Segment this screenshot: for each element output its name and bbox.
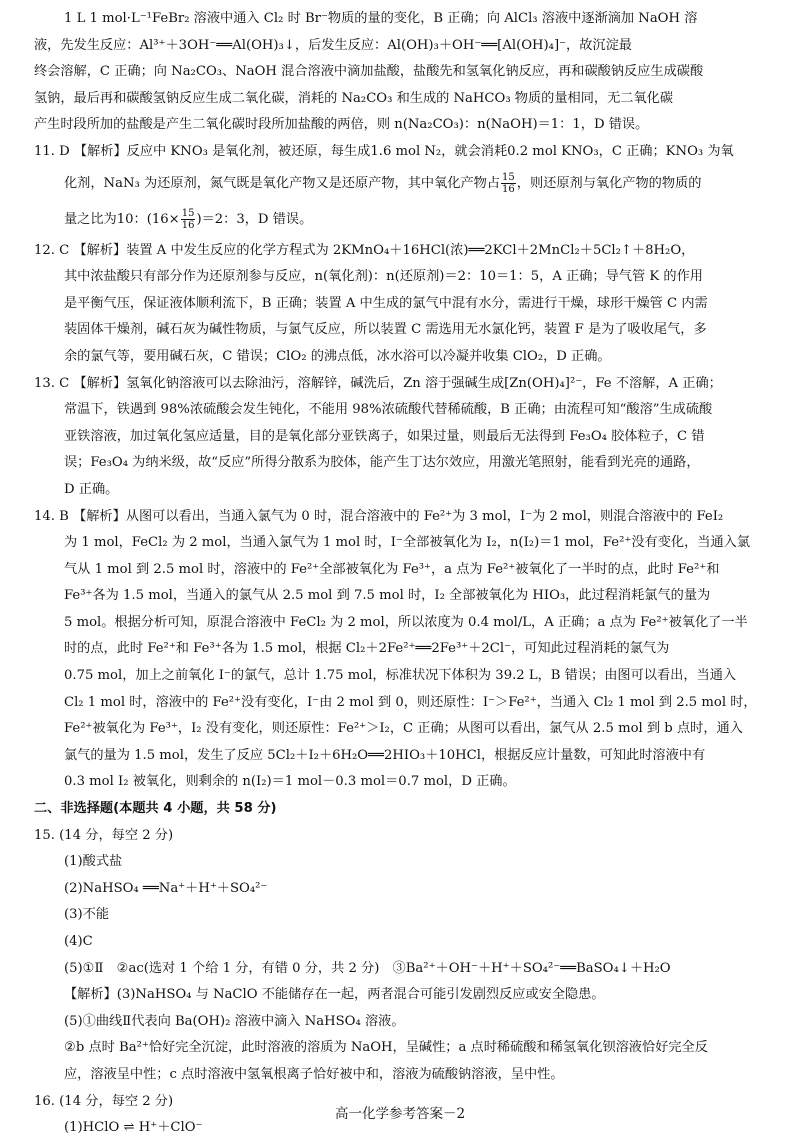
q12-line-1: 12. C 【解析】装置 A 中发生反应的化学方程式为 2KMnO₄＋16HCl(浓)══2KCl＋2MnCl₂＋5Cl₂↑＋8H₂O，: [34, 242, 695, 258]
q10-line-2: 液，先发生反应：Al³⁺＋3OH⁻══Al(OH)₃↓，后发生反应：Al(OH)₃＋OH⁻══[Al(OH)₄]⁻，故沉淀最: [34, 37, 632, 53]
q15-explanation-2: (5)①曲线Ⅱ代表向 Ba(OH)₂ 溶液中滴入 NaHSO₄ 溶液。: [64, 1013, 405, 1029]
q15-answer-5: (5)①Ⅱ ②ac(选对 1 个给 1 分，有错 0 分，共 2 分) ③Ba²⁺＋OH⁻＋H⁺＋SO₄²⁻══BaSO₄↓＋H₂O: [64, 960, 671, 976]
q11-line-1: 11. D 【解析】反应中 KNO₃ 是氧化剂，被还原，每生成1.6 mol N₂，就会消耗0.2 mol KNO₃，C 正确；KNO₃ 为氧: [34, 143, 734, 159]
fraction-denominator: 16: [502, 183, 515, 195]
q14-line-2: 为 1 mol，FeCl₂ 为 2 mol，当通入氯气为 1 mol 时，I⁻全部被氧化为 I₂，n(I₂)＝1 mol，Fe²⁺没有变化，当通入氯: [64, 535, 751, 551]
q15-answer-3: (3)不能: [64, 907, 110, 923]
q14-line-9: Fe²⁺被氧化为 Fe³⁺，I₂ 没有变化，则还原性：Fe²⁺＞I₂，C 正确；从图可以看出，氯气从 2.5 mol 到 b 点时，通入: [64, 721, 743, 737]
q15-explanation-3: ②b 点时 Ba²⁺恰好完全沉淀，此时溶液的溶质为 NaOH，呈碱性；a 点时稀硫酸和稀氢氧化钡溶液恰好完全反: [64, 1040, 708, 1056]
q16-heading: 16. (14 分，每空 2 分): [34, 1093, 174, 1109]
q14-line-1: 14. B 【解析】从图可以看出，当通入氯气为 0 时，混合溶液中的 Fe²⁺为 3 mol，I⁻为 2 mol，则混合溶液中的 FeI₂: [34, 508, 724, 524]
section-heading-nonchoice: 二、非选择题(本题共 4 小题，共 58 分): [34, 801, 277, 817]
answer-page: [34, 6, 772, 1142]
q15-answer-2: (2)NaHSO₄ ══Na⁺＋H⁺＋SO₄²⁻: [64, 880, 268, 896]
q13-line-1: 13. C 【解析】氢氧化钠溶液可以去除油污，溶解锌，碱洗后，Zn 溶于强碱生成[Zn(OH)₄]²⁻，Fe 不溶解，A 正确；: [34, 375, 722, 391]
q14-line-8: Cl₂ 1 mol 时，溶液中的 Fe²⁺没有变化，I⁻由 2 mol 到 0，则还原性：I⁻＞Fe²⁺，当通入 Cl₂ 1 mol 到 2.5 mol 时，: [64, 694, 757, 710]
q12-line-3: 是平衡气压，保证液体顺利流下，B 正确；装置 A 中生成的氯气中混有水分，需进行干燥，球形干燥管 C 内需: [64, 295, 708, 311]
q10-line-5: 产生时段所加的盐酸是产生二氧化碳时段所加盐酸的两倍，则 n(Na₂CO₃)：n(NaOH)＝1：1，D 错误。: [34, 117, 649, 133]
q14-line-7: 0.75 mol，加上之前氧化 I⁻的氯气，总计 1.75 mol，标准状况下体积为 39.2 L，B 错误；由图可以看出，当通入: [64, 668, 737, 684]
q14-line-10: 氯气的量为 1.5 mol，发生了反应 5Cl₂＋I₂＋6H₂O══2HIO₃＋10HCl，根据反应计量数，可知此时溶液中有: [64, 747, 706, 763]
q13-line-5: D 正确。: [64, 481, 119, 497]
q15-heading: 15. (14 分，每空 2 分): [34, 827, 174, 843]
q12-line-2: 其中浓盐酸只有部分作为还原剂参与反应，n(氧化剂)：n(还原剂)＝2：10＝1：5，A 正确；导气管 K 的作用: [64, 269, 703, 285]
q11-line-3-text: 量之比为10：(16×: [64, 211, 180, 227]
q13-line-2: 常温下，铁遇到 98%浓硫酸会发生钝化，不能用 98%浓硫酸代替稀硫酸，B 正确；由流程可知“酸溶”生成硫酸: [64, 402, 713, 418]
fraction-denominator-b: 16: [181, 219, 195, 231]
q11-line-2-text: 化剂，NaN₃ 为还原剂，氮气既是氧化产物又是还原产物，其中氧化产物占: [64, 175, 501, 191]
q15-answer-1: (1)酸式盐: [64, 854, 123, 870]
q14-line-6: 时的点，此时 Fe²⁺和 Fe³⁺各为 1.5 mol，根据 Cl₂＋2Fe²⁺══2Fe³⁺＋2Cl⁻，可知此过程消耗的氯气为: [64, 641, 670, 657]
q11-line-3: [34, 202, 772, 238]
q14-line-3: 气从 1 mol 到 2.5 mol 时，溶液中的 Fe²⁺全部被氧化为 Fe³⁺，a 点为 Fe²⁺被氧化了一半时的点，此时 Fe²⁺和: [64, 561, 720, 577]
q10-line-3: 终会溶解，C 正确；向 Na₂CO₃、NaOH 混合溶液中滴加盐酸，盐酸先和氢氧化钠反应，再和碳酸钠反应生成碳酸: [34, 64, 704, 80]
q12-line-5: 余的氯气等，要用碱石灰，C 错误；ClO₂ 的沸点低，冰水浴可以冷凝并收集 ClO₂，D 正确。: [64, 348, 611, 364]
q14-line-4: Fe³⁺各为 1.5 mol，当通入的氯气从 2.5 mol 到 7.5 mol 时，I₂ 全部被氧化为 HIO₃，此过程消耗氯气的量为: [64, 588, 711, 604]
q12-line-4: 装固体干燥剂，碱石灰为碱性物质，与氯气反应，所以装置 C 需选用无水氯化钙，装置 F 是为了吸收尾气，多: [64, 322, 707, 338]
q10-line-1: 1 L 1 mol·L⁻¹FeBr₂ 溶液中通入 Cl₂ 时 Br⁻物质的量的变化，B 正确；向 AlCl₃ 溶液中逐渐滴加 NaOH 溶: [64, 11, 698, 26]
fraction-numerator: 15: [502, 171, 515, 183]
fraction-15-16: [501, 172, 516, 195]
q11-line-3-rest: )＝2：3，D 错误。: [196, 211, 313, 227]
q15-explanation-1: 【解析】(3)NaHSO₄ 与 NaClO 不能储存在一起，两者混合可能引发剧烈反应或安全隐患。: [64, 987, 605, 1003]
q15-answer-4: (4)C: [64, 934, 93, 949]
q13-line-4: 误；Fe₃O₄ 为纳米级，故“反应”所得分散系为胶体，能产生丁达尔效应，用激光笔照射，能看到光亮的通路，: [64, 455, 700, 471]
q10-line-4: 氢钠，最后再和碳酸氢钠反应生成二氧化碳，消耗的 Na₂CO₃ 和生成的 NaHCO₃ 物质的量相同，无二氧化碳: [34, 90, 674, 106]
page-footer: 高一化学参考答案－2: [334, 1106, 466, 1122]
q16-answer-1: (1)HClO ⇌ H⁺＋ClO⁻: [64, 1120, 203, 1136]
q14-line-11: 0.3 mol I₂ 被氧化，则剩余的 n(I₂)＝1 mol－0.3 mol＝0.7 mol，D 正确。: [64, 774, 516, 790]
q14-line-5: 5 mol。根据分析可知，原混合溶液中 FeCl₂ 为 2 mol，所以浓度为 0.4 mol/L，A 正确；a 点为 Fe²⁺被氧化了一半: [64, 614, 748, 630]
q13-line-3: 亚铁溶液，加过氧化氢应适量，目的是氧化部分亚铁离子，如果过量，则最后无法得到 Fe₃O₄ 胶体粒子，C 错: [64, 428, 705, 444]
fraction-15-16-b: [181, 208, 196, 231]
q11-line-2: [34, 166, 772, 202]
q15-explanation-4: 应，溶液呈中性；c 点时溶液中氢氧根离子恰好被中和，溶液为硫酸钠溶液，呈中性。: [64, 1066, 564, 1082]
q11-line-2-rest: ，则还原剂与氧化产物的物质的: [516, 175, 702, 191]
fraction-numerator-b: 15: [181, 207, 195, 219]
